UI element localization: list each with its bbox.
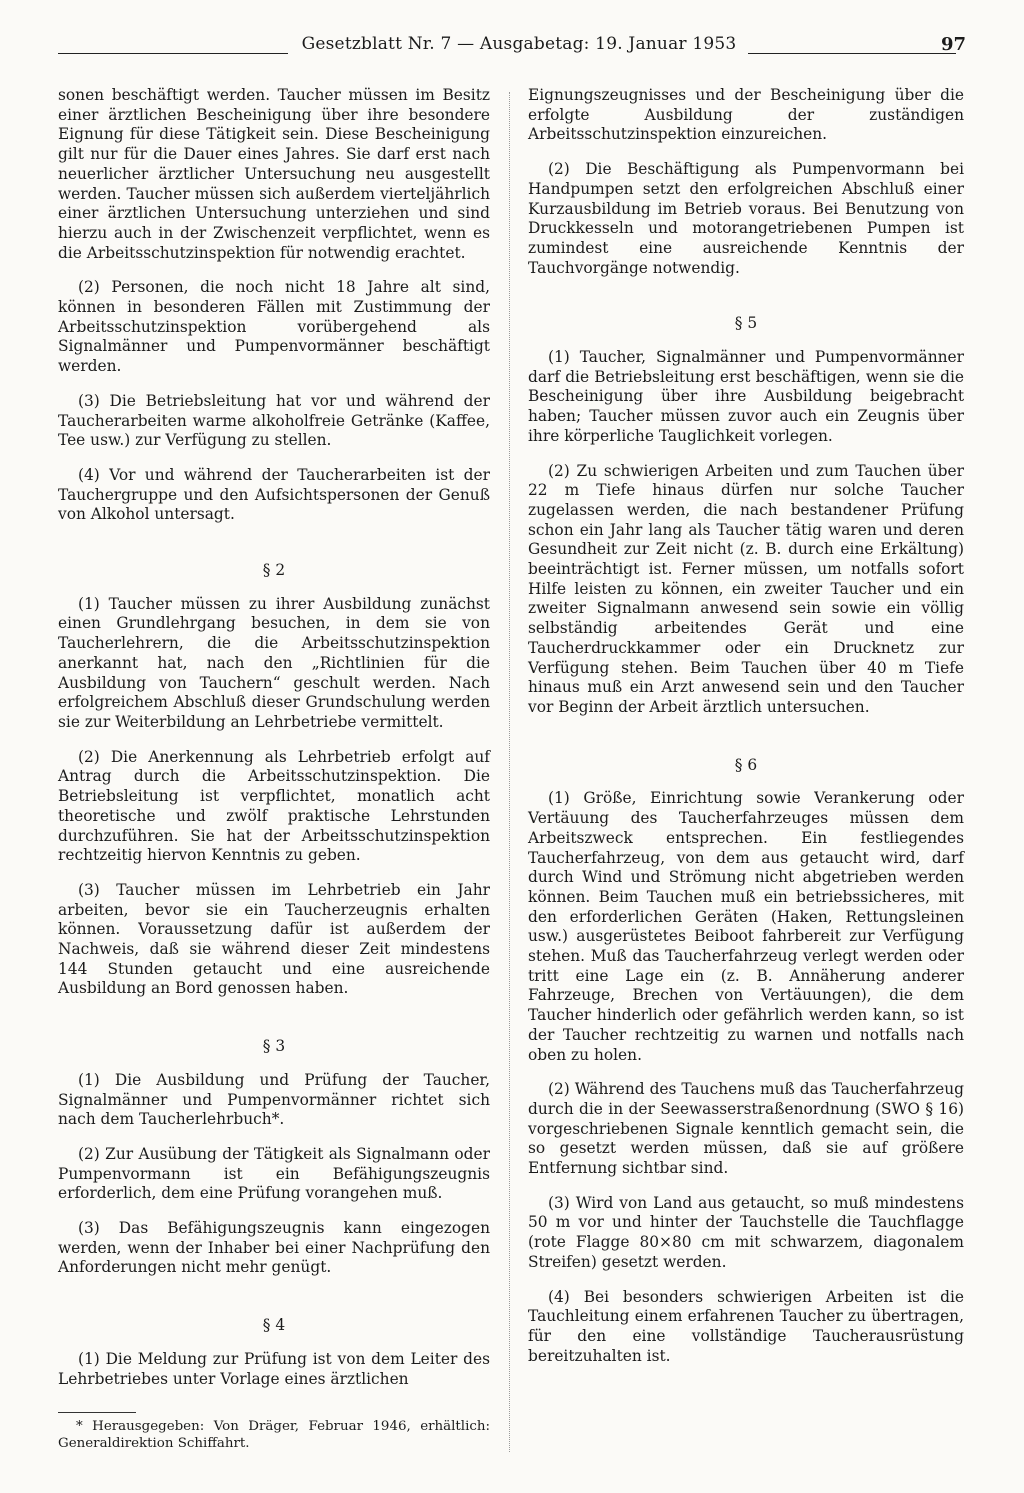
paragraph: (4) Bei besonders schwierigen Arbeiten ist die Tauchleitung einem erfahrenen Taucher zu übertragen, für den eine vollständige Taucherausrüstung bereitzuhalten ist. (528, 1287, 964, 1365)
section-heading-4: § 4 (262, 1316, 286, 1335)
paragraph: (1) Die Ausbildung und Prüfung der Taucher, Signalmänner und Pumpenvormänner richtet sich nach dem Taucherlehrbuch*. (58, 1070, 490, 1129)
paragraph: Eignungszeugnisses und der Bescheinigung über die erfolgte Ausbildung der zuständigen Arbeitsschutzinspektion einzureichen. (528, 86, 964, 144)
page-header (58, 34, 966, 62)
header-rule-right (748, 53, 956, 54)
paragraph: (2) Zur Ausübung der Tätigkeit als Signalmann oder Pumpenvormann ist ein Befähigungszeugnis erforderlich, dem eine Prüfung vorangehen muß. (58, 1144, 490, 1203)
paragraph: (3) Wird von Land aus getaucht, so muß mindestens 50 m vor und hinter der Tauchstelle die Tauchflagge (rote Flagge 80×80 cm mit schwarzem, diagonalem Streifen) gesetzt werden. (528, 1193, 964, 1271)
footnote-text: * Herausgegeben: Von Dräger, Februar 1946, erhältlich: Generaldirektion Schiffahrt. (58, 1419, 490, 1451)
page-number: 97 (940, 34, 966, 55)
paragraph: (2) Die Anerkennung als Lehrbetrieb erfolgt auf Antrag durch die Arbeitsschutzinspektion. Die Betriebsleitung ist verpflichtet, monatlich acht theoretische und zwölf praktische Lehrstunden durchzuführen. Sie hat der Arbeitsschutzinspektion rechtzeitig hiervon Kenntnis zu geben. (58, 747, 490, 865)
paragraph: (1) Größe, Einrichtung sowie Verankerung oder Vertäuung des Taucherfahrzeuges müssen dem Arbeitszweck entsprechen. Ein festliegendes Taucherfahrzeug, von dem aus getaucht wird, darf durch Wind und Strömung nicht abgetrieben werden können. Beim Tauchen muß ein betriebssicheres, mit den erforderlichen Geräten (Haken, Rettungsleinen usw.) ausgerüstetes Beiboot fahrbereit zur Verfügung stehen. Muß das Taucherfahrzeug verlegt werden oder tritt eine Lage ein (z. B. Annäherung anderer Fahrzeuge, Brechen von Vertäuungen), die dem Taucher hinderlich oder gefährlich werden kann, so ist der Taucher rechtzeitig zu warnen und notfalls nach oben zu holen. (528, 789, 964, 1064)
header-rule-left (58, 53, 288, 54)
paragraph: (1) Taucher, Signalmänner und Pumpenvormänner darf die Betriebsleitung erst beschäftigen, wenn sie die Bescheinigung über ihre Ausbildung beigebracht haben; Taucher müssen zuvor auch ein Zeugnis über ihre körperliche Tauglichkeit vorlegen. (528, 348, 964, 445)
paragraph: (2) Die Beschäftigung als Pumpenvormann bei Handpumpen setzt den erfolgreichen Abschluß einer Kurzausbildung im Betrieb voraus. Bei Benutzung von Druckkesseln und motorangetriebenen Pumpen ist zumindest eine ausreichende Kenntnis der Tauchvorgänge notwendig. (528, 160, 964, 277)
paragraph: (2) Personen, die noch nicht 18 Jahre alt sind, können in besonderen Fällen mit Zustimmung der Arbeitsschutzinspektion vorübergehend als Signalmänner und Pumpenvormänner beschäftigt werden. (58, 278, 490, 376)
column-divider (509, 92, 510, 1452)
gazette-title: Gesetzblatt Nr. 7 — Ausgabetag: 19. Januar 1953 (301, 34, 737, 54)
paragraph: (4) Vor und während der Taucherarbeiten ist der Tauchergruppe und den Aufsichtspersonen der Genuß von Alkohol untersagt. (58, 465, 490, 524)
section-heading-3: § 3 (262, 1037, 286, 1056)
paragraph: (1) Taucher müssen zu ihrer Ausbildung zunächst einen Grundlehrgang besuchen, in dem sie von Taucherlehrern, die die Arbeitsschutzinspektion anerkannt hat, nach den „Richtlinien für die Ausbildung von Tauchern“ geschult werden. Nach erfolgreichem Abschluß dieser Grundschulung werden sie zur Weiterbildung an Lehrbetriebe vermittelt. (58, 594, 490, 731)
paragraph: (3) Taucher müssen im Lehrbetrieb ein Jahr arbeiten, bevor sie ein Taucherzeugnis erhalten können. Voraussetzung dafür ist außerdem der Nachweis, daß sie während dieser Zeit mindestens 144 Stunden getaucht und eine ausreichende Ausbildung an Bord genossen haben. (58, 880, 490, 998)
footnote-rule (58, 1412, 136, 1413)
paragraph: (1) Die Meldung zur Prüfung ist von dem Leiter des Lehrbetriebes unter Vorlage eines ärztlichen (58, 1349, 490, 1388)
paragraph: sonen beschäftigt werden. Taucher müssen im Besitz einer ärztlichen Bescheinigung über ihre besondere Eignung für diese Tätigkeit sein. Diese Bescheinigung gilt nur für die Dauer eines Jahres. Sie darf erst nach neuerlicher ärztlicher Untersuchung neu ausgestellt werden. Taucher müssen sich außerdem vierteljährlich einer ärztlichen Untersuchung unterziehen und sind hierzu auch in der Zwischenzeit verpflichtet, wenn es die Arbeitsschutzinspektion für notwendig erachtet. (58, 86, 490, 262)
section-heading-5: § 5 (734, 314, 758, 333)
right-column (528, 86, 964, 1381)
paragraph: (3) Die Betriebsleitung hat vor und während der Taucherarbeiten warme alkoholfreie Getränke (Kaffee, Tee usw.) zur Verfügung zu stellen. (58, 391, 490, 450)
footnote (58, 1412, 490, 1452)
section-heading-2: § 2 (262, 561, 286, 580)
paragraph: (2) Während des Tauchens muß das Taucherfahrzeug durch die in der Seewasserstraßenordnung (SWO § 16) vorgeschriebenen Signale kenntlich gemacht sein, die so gesetzt werden müssen, daß sie auf größere Entfernung sichtbar sind. (528, 1080, 964, 1178)
paragraph: (2) Zu schwierigen Arbeiten und zum Tauchen über 22 m Tiefe hinaus dürfen nur solche Taucher zugelassen werden, die nach bestandener Prüfung schon ein Jahr lang als Taucher tätig waren und deren Gesundheit zur Zeit nicht (z. B. durch eine Erkältung) beeinträchtigt ist. Ferner müssen, um notfalls sofort Hilfe leisten zu können, ein zweiter Taucher und ein zweiter Signalmann anwesend sein sowie ein völlig selbständig arbeitendes Gerät und eine Taucherdruckkammer oder ein Drucknetz zur Verfügung stehen. Beim Tauchen über 40 m Tiefe hinaus muß ein Arzt anwesend sein und den Taucher vor Beginn der Arbeit ärztlich untersuchen. (528, 461, 964, 716)
paragraph: (3) Das Befähigungszeugnis kann eingezogen werden, wenn der Inhaber bei einer Nachprüfung den Anforderungen nicht mehr genügt. (58, 1219, 490, 1277)
left-column (58, 86, 490, 1404)
section-heading-6: § 6 (734, 755, 758, 774)
